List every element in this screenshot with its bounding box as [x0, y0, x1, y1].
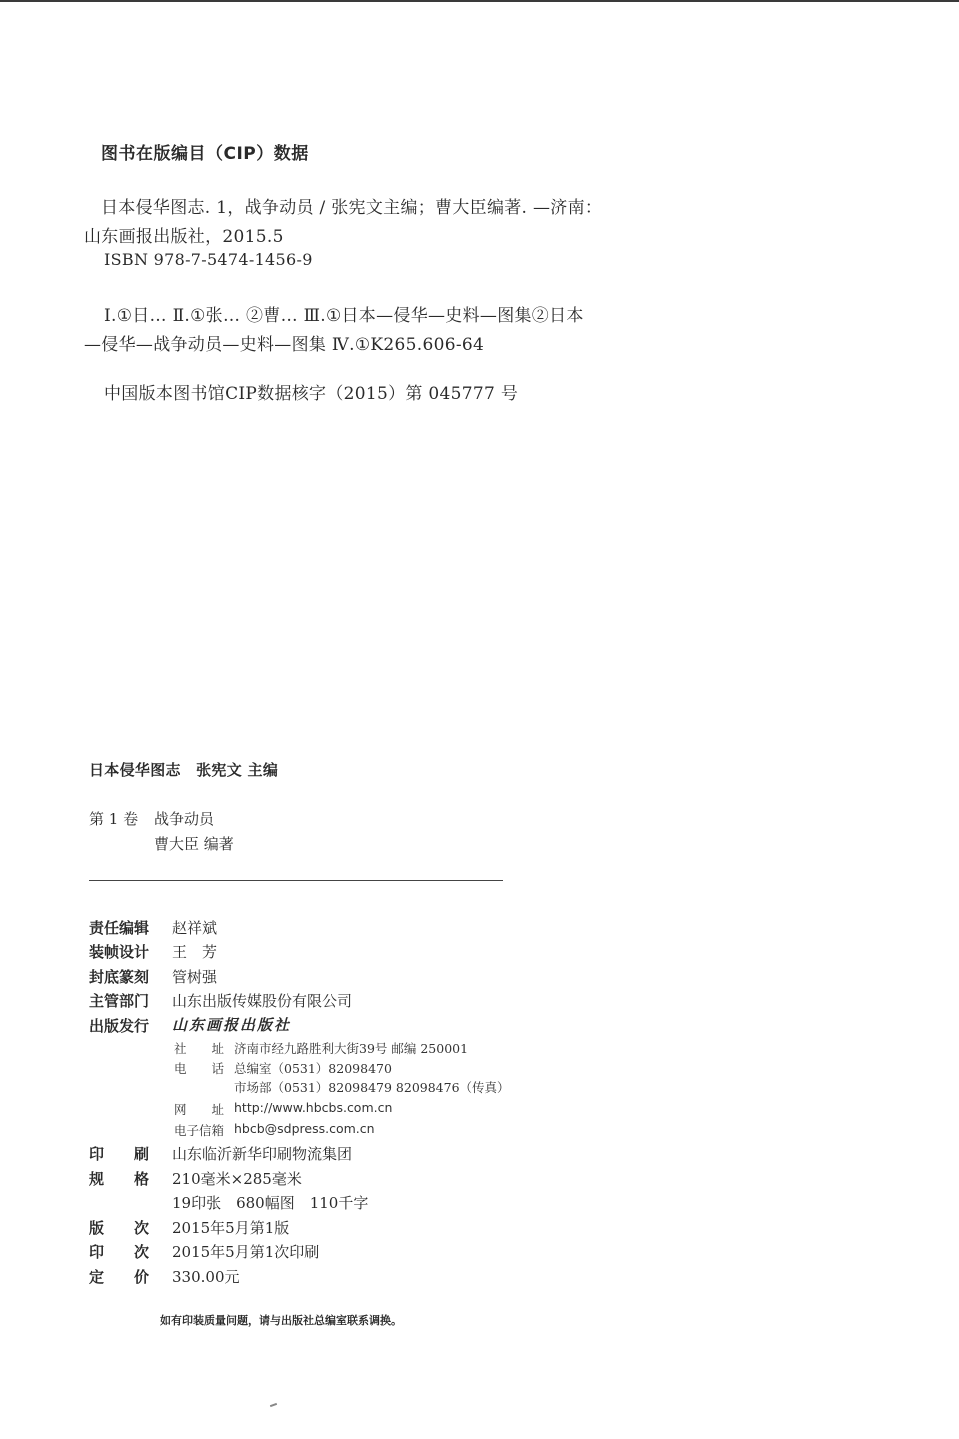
cip-heading: 图书在版编目（CIP）数据	[101, 144, 309, 164]
cip-line: 山东画报出版社，2015.5	[84, 227, 284, 247]
designer-label: 装帧设计	[89, 943, 150, 961]
quality-notice: 如有印装质量问题，请与出版社总编室联系调换。	[160, 1314, 402, 1327]
top-border-line	[0, 0, 959, 2]
cip-line: Ⅰ.①日… Ⅱ.①张… ②曹… Ⅲ.①日本—侵华—史料—图集②日本	[104, 306, 584, 326]
website-url: http://www.hbcbs.com.cn	[234, 1100, 393, 1115]
edition-label: 版 次	[89, 1219, 150, 1237]
editor-value: 赵祥斌	[172, 919, 218, 937]
publisher-logo: 山东画报出版社	[172, 1016, 292, 1034]
volume-author: 曹大臣 编著	[154, 835, 234, 853]
address-label: 社 址	[174, 1041, 225, 1056]
printer-value: 山东临沂新华印刷物流集团	[172, 1145, 353, 1163]
phone-editorial: 总编室（0531）82098470	[234, 1061, 392, 1076]
seal-carver-value: 管树强	[172, 968, 218, 986]
phone-marketing: 市场部（0531）82098479 82098476（传真）	[234, 1080, 510, 1095]
cip-line: 日本侵华图志. 1，战争动员 / 张宪文主编；曹大臣编著. —济南：	[101, 198, 603, 218]
phone-label: 电 话	[174, 1061, 225, 1076]
printer-label: 印 刷	[89, 1145, 150, 1163]
format-extent: 19印张 680幅图 110千字	[172, 1194, 369, 1212]
supervisor-value: 山东出版传媒股份有限公司	[172, 992, 353, 1010]
printing-label: 印 次	[89, 1243, 150, 1261]
volume-label: 第 1 卷	[89, 810, 139, 828]
edition-value: 2015年5月第1版	[172, 1219, 290, 1237]
cip-record-number: 中国版本图书馆CIP数据核字（2015）第 045777 号	[104, 384, 519, 404]
printing-value: 2015年5月第1次印刷	[172, 1243, 320, 1261]
divider-line	[89, 880, 503, 881]
print-speck	[270, 1403, 277, 1407]
editor-label: 责任编辑	[89, 919, 150, 937]
series-heading: 日本侵华图志 张宪文 主编	[89, 761, 279, 779]
cip-line: —侵华—战争动员—史料—图集 Ⅳ.①K265.606-64	[84, 335, 485, 355]
volume-title: 战争动员	[154, 810, 215, 828]
seal-carver-label: 封底篆刻	[89, 968, 150, 986]
email-address: hbcb@sdpress.com.cn	[234, 1121, 375, 1136]
address-value: 济南市经九路胜利大街39号 邮编 250001	[234, 1041, 469, 1056]
website-label: 网 址	[174, 1102, 225, 1117]
designer-value: 王 芳	[172, 943, 218, 961]
price-label: 定 价	[89, 1268, 150, 1286]
email-label: 电子信箱	[174, 1123, 225, 1138]
format-label: 规 格	[89, 1170, 150, 1188]
format-value: 210毫米×285毫米	[172, 1170, 302, 1188]
cip-isbn: ISBN 978-7-5474-1456-9	[104, 250, 313, 269]
publisher-label: 出版发行	[89, 1017, 150, 1035]
price-value: 330.00元	[172, 1268, 240, 1286]
supervisor-label: 主管部门	[89, 992, 150, 1010]
